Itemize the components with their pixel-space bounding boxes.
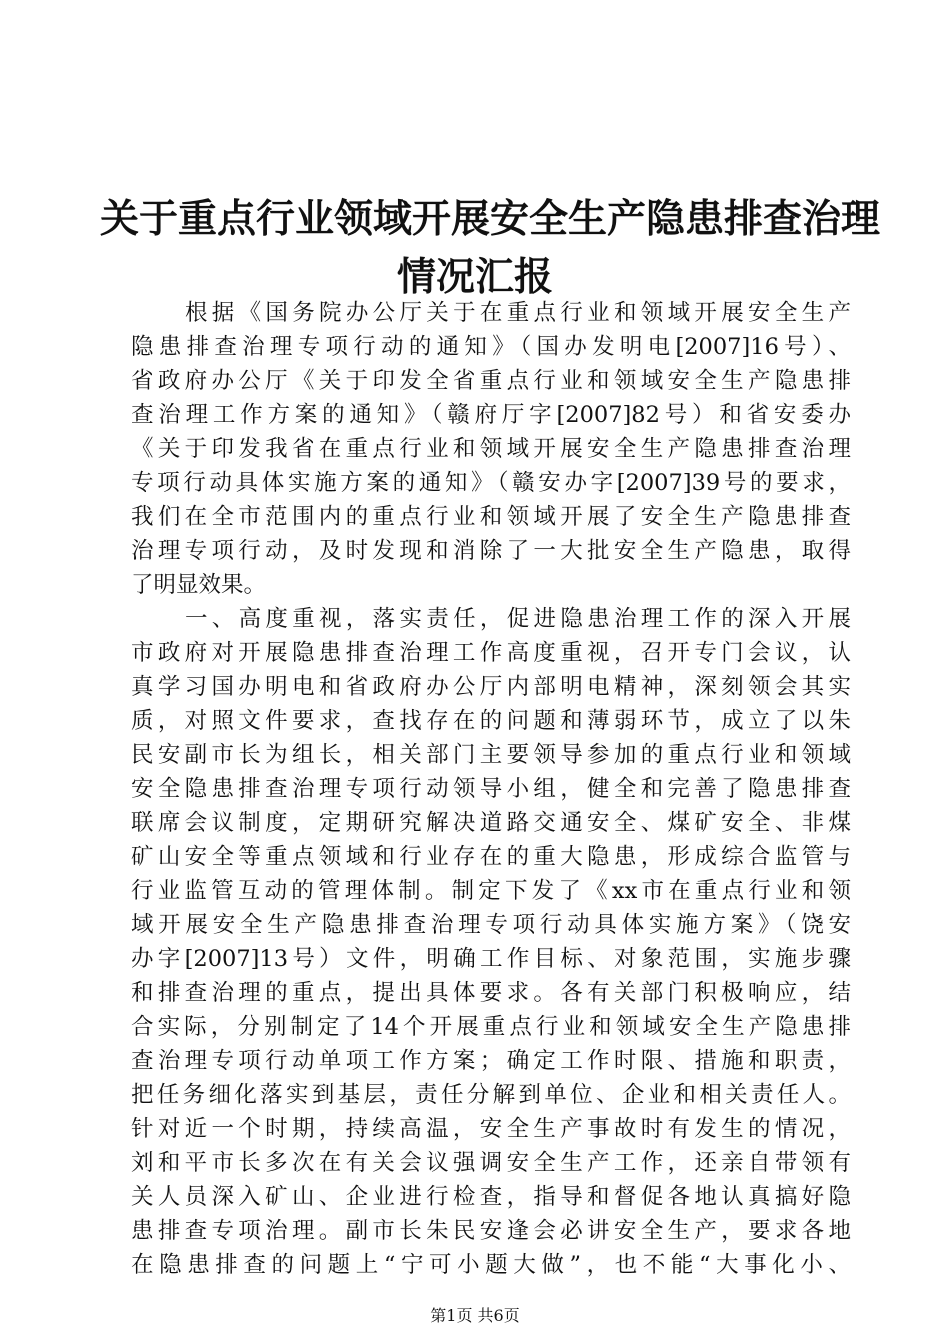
- body-line: 查治理专项行动单项工作方案；确定工作时限、措施和职责，: [131, 1048, 851, 1074]
- body-line: 市政府对开展隐患排查治理工作高度重视，召开专门会议，认: [131, 640, 851, 666]
- body-line: 了明显效果。: [131, 572, 267, 598]
- body-line: 联席会议制度，定期研究解决道路交通安全、煤矿安全、非煤: [131, 810, 851, 836]
- body-line: 治理专项行动，及时发现和消除了一大批安全生产隐患，取得: [131, 538, 851, 564]
- body-line: 真学习国办明电和省政府办公厅内部明电精神，深刻领会其实: [131, 674, 851, 700]
- body-line: 患排查专项治理。副市长朱民安逢会必讲安全生产，要求各地: [131, 1218, 851, 1244]
- body-line: 行业监管互动的管理体制。制定下发了《xx市在重点行业和领: [131, 878, 851, 904]
- body-line: 《关于印发我省在重点行业和领域开展安全生产隐患排查治理: [131, 436, 851, 462]
- document-title-line-1: 关于重点行业领域开展安全生产隐患排查治理: [100, 196, 881, 242]
- body-line: 质，对照文件要求，查找存在的问题和薄弱环节，成立了以朱: [131, 708, 851, 734]
- body-line: 针对近一个时期，持续高温，安全生产事故时有发生的情况，: [131, 1116, 851, 1142]
- body-line: 关人员深入矿山、企业进行检查，指导和督促各地认真搞好隐: [131, 1184, 851, 1210]
- body-line: 民安副市长为组长，相关部门主要领导参加的重点行业和领域: [131, 742, 851, 768]
- body-line: 隐患排查治理专项行动的通知》（国办发明电[2007]16号）、: [131, 334, 851, 360]
- section-heading: 一、高度重视，落实责任，促进隐患治理工作的深入开展: [185, 606, 851, 632]
- body-line: 查治理工作方案的通知》（赣府厅字[2007]82号）和省安委办: [131, 402, 851, 428]
- body-line: 在隐患排查的问题上“宁可小题大做”，也不能“大事化小、: [131, 1252, 851, 1278]
- page-footer: 第1页 共6页: [430, 1306, 520, 1325]
- body-line: 办字[2007]13号）文件，明确工作目标、对象范围，实施步骤: [131, 946, 851, 972]
- body-line: 刘和平市长多次在有关会议强调安全生产工作，还亲自带领有: [131, 1150, 851, 1176]
- document-title-line-2: 情况汇报: [396, 254, 553, 300]
- body-line: 把任务细化落实到基层，责任分解到单位、企业和相关责任人。: [131, 1082, 851, 1108]
- body-line: 省政府办公厅《关于印发全省重点行业和领域安全生产隐患排: [131, 368, 851, 394]
- body-line: 域开展安全生产隐患排查治理专项行动具体实施方案》（饶安: [131, 912, 851, 938]
- body-line: 我们在全市范围内的重点行业和领域开展了安全生产隐患排查: [131, 504, 851, 530]
- body-line: 合实际，分别制定了14个开展重点行业和领域安全生产隐患排: [131, 1014, 851, 1040]
- body-line: 专项行动具体实施方案的通知》（赣安办字[2007]39号的要求，: [131, 470, 851, 496]
- body-line: 和排查治理的重点，提出具体要求。各有关部门积极响应，结: [131, 980, 851, 1006]
- body-line: 安全隐患排查治理专项行动领导小组，健全和完善了隐患排查: [131, 776, 851, 802]
- body-line: 矿山安全等重点领域和行业存在的重大隐患，形成综合监管与: [131, 844, 851, 870]
- body-line: 根据《国务院办公厅关于在重点行业和领域开展安全生产: [185, 300, 851, 326]
